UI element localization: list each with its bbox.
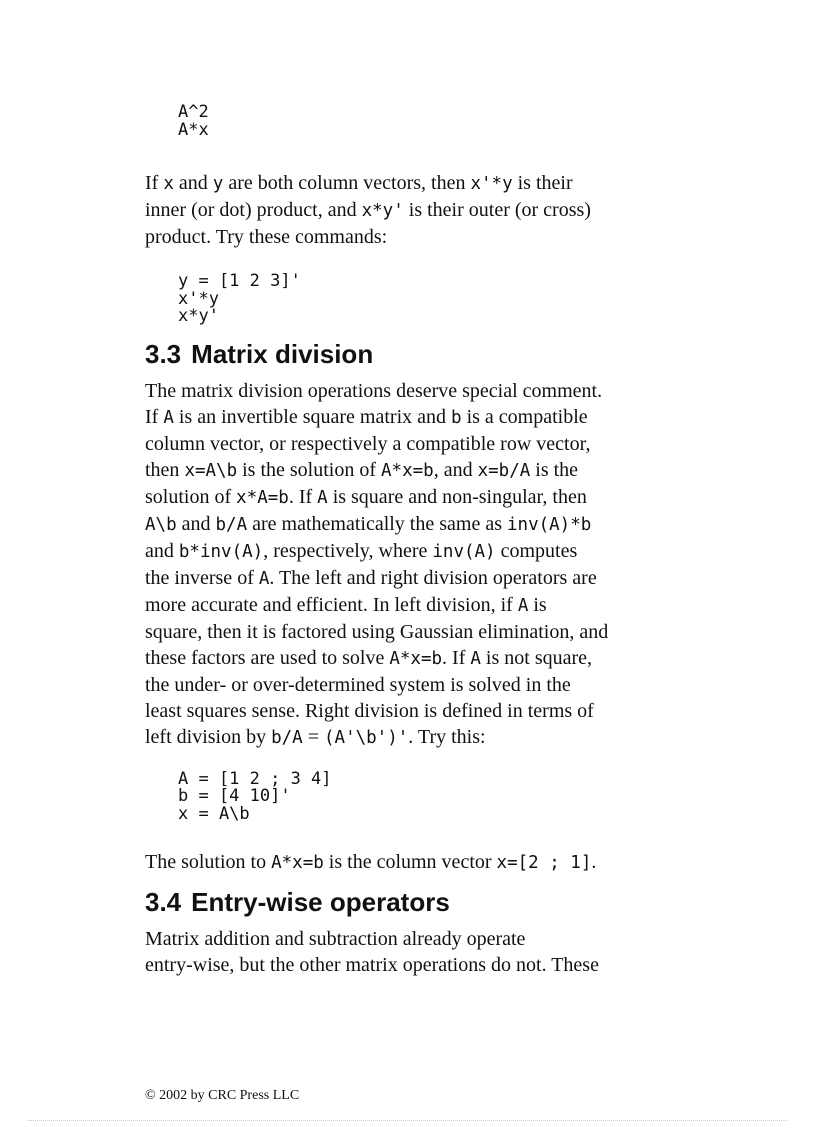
page-content — [145, 104, 685, 978]
code-line: b = [4 10]' — [178, 786, 291, 806]
text-run: , and — [433, 458, 478, 481]
text-run: the under- or over-determined system is solved in the — [145, 673, 571, 696]
text-run: inner (or dot) product, and — [145, 199, 362, 221]
text-run: , respectively, where — [263, 539, 433, 562]
code-line: x*y' — [178, 306, 219, 326]
section-number: 3.3 — [145, 338, 182, 369]
inline-code: inv(A)*b — [507, 514, 592, 535]
section-title: Entry-wise operators — [191, 887, 450, 917]
text-run: . If — [442, 646, 471, 669]
page-edge-divider — [28, 1120, 788, 1121]
text-run: Matrix addition and subtraction already operate — [145, 928, 526, 950]
paragraph — [145, 849, 685, 876]
code-line: x = A\b — [178, 803, 250, 824]
text-run: The solution to — [145, 851, 272, 873]
text-run: . Try this: — [408, 725, 486, 748]
text-run: column vector, or respectively a compatible row vector, — [145, 432, 591, 455]
inline-code: b*inv(A) — [178, 541, 264, 562]
text-run: the inverse of — [145, 566, 259, 589]
text-run: more accurate and efficient. In left division, if — [145, 593, 518, 616]
text-run: is the — [530, 458, 579, 481]
text-run: = — [302, 725, 324, 748]
text-run: If — [145, 172, 164, 194]
text-run: If — [145, 405, 164, 428]
text-run: and — [176, 512, 216, 535]
text-run: are both column vectors, then — [223, 172, 471, 194]
inline-code: b/A — [271, 727, 303, 748]
inline-code: A — [317, 487, 328, 508]
code-block — [178, 104, 685, 139]
paragraph — [145, 170, 685, 250]
section-heading — [145, 338, 685, 370]
section-title: Matrix division — [191, 338, 374, 369]
inline-code: A — [517, 595, 529, 616]
text-run: these factors are used to solve — [145, 646, 390, 669]
text-run: is their outer (or cross) — [403, 199, 591, 221]
text-run: . — [591, 851, 597, 873]
code-block — [178, 768, 685, 824]
text-run: left division by — [145, 725, 272, 748]
inline-code: x — [163, 174, 174, 194]
inline-code: x=b/A — [477, 460, 531, 481]
inline-code: A\b — [145, 514, 177, 535]
inline-code: x*A=b — [236, 487, 289, 508]
inline-code: b — [451, 407, 462, 428]
paragraph — [145, 926, 685, 978]
text-run: is square and non-singular, then — [327, 485, 587, 508]
inline-code: b/A — [215, 514, 248, 535]
text-run: is their — [512, 172, 573, 194]
inline-code: A*x=b — [389, 648, 443, 669]
text-run: is the column vector — [323, 851, 497, 873]
code-line: A = [1 2 ; 3 4] — [178, 768, 332, 789]
inline-code: inv(A) — [432, 541, 496, 562]
inline-code: y — [212, 174, 224, 194]
inline-code: (A'\b')' — [324, 727, 409, 748]
code-line: A^2 — [178, 102, 209, 122]
text-run: then — [145, 458, 185, 481]
text-run: . If — [288, 485, 318, 508]
inline-code: A — [470, 648, 481, 669]
section-heading — [145, 886, 685, 918]
text-run: entry-wise, but the other matrix operations do not. These — [145, 954, 599, 976]
inline-code: x=A\b — [184, 460, 238, 481]
text-run: are mathematically the same as — [247, 512, 507, 535]
section-number: 3.4 — [145, 887, 182, 917]
code-line: x'*y — [178, 288, 219, 309]
inline-code: A — [163, 407, 174, 428]
text-run: is not square, — [480, 646, 593, 669]
paragraph — [145, 378, 685, 751]
text-run: is — [528, 593, 547, 616]
text-run: . The left and right division operators are — [269, 566, 597, 589]
text-run: is an invertible square matrix and — [173, 405, 452, 428]
inline-code: A*x=b — [381, 460, 434, 481]
text-run: solution of — [145, 485, 237, 508]
inline-code: x*y' — [361, 201, 404, 221]
copyright-footer: © 2002 by CRC Press LLC — [145, 1088, 300, 1103]
inline-code: A*x=b — [271, 853, 324, 873]
inline-code: x'*y — [470, 174, 513, 194]
text-run: The matrix division operations deserve special comment. — [145, 379, 603, 402]
text-run: is the solution of — [237, 458, 382, 481]
text-run: computes — [495, 539, 578, 562]
text-run: product. Try these commands: — [145, 226, 388, 248]
code-line: y = [1 2 3]' — [178, 271, 301, 291]
code-block — [178, 273, 685, 326]
text-run: least squares sense. Right division is defined in terms of — [145, 699, 594, 722]
text-run: square, then it is factored using Gaussian elimination, and — [145, 620, 609, 643]
text-run: and — [145, 539, 179, 562]
text-run: is a compatible — [461, 405, 588, 428]
inline-code: A — [258, 568, 270, 589]
inline-code: x=[2 ; 1] — [496, 853, 592, 873]
code-line: A*x — [178, 119, 209, 140]
text-run: and — [173, 172, 213, 194]
